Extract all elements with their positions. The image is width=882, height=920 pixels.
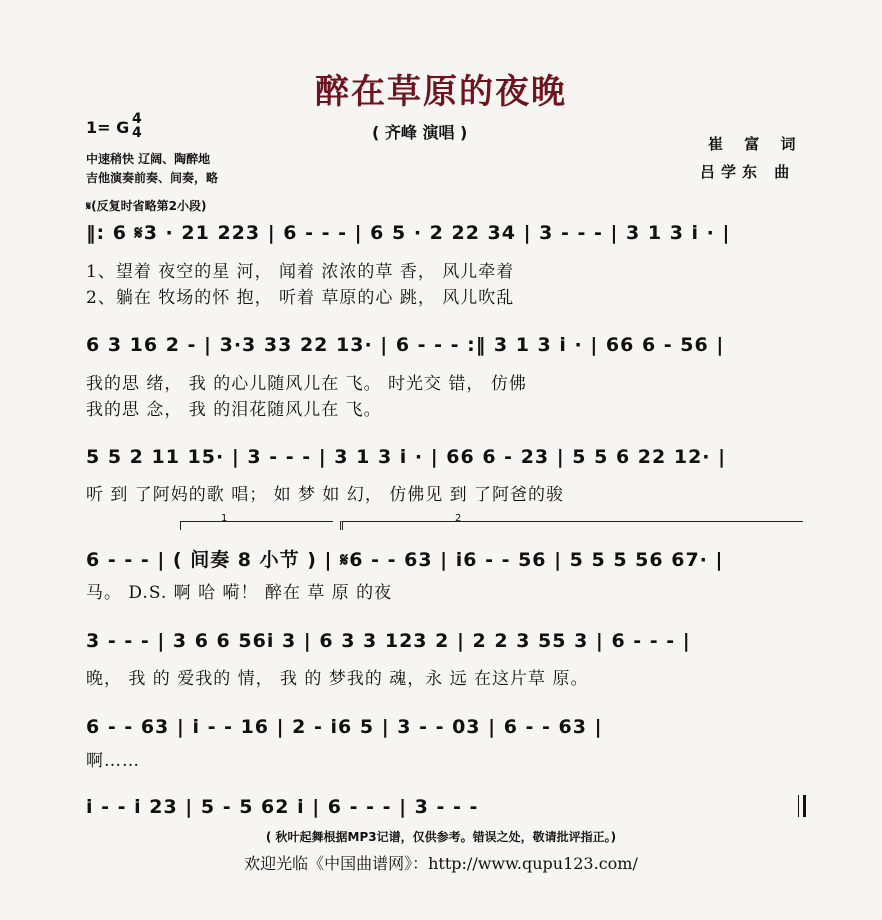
volta-bracket-2	[340, 513, 803, 530]
notation-line-1: ‖: 6 𝄋3 · 21 223 | 6 - - - | 6 5 · 2 22 34 | 3 - - - | 3 1 3 i · |	[86, 222, 731, 244]
notation-line-3: 5 5 2 11 15· | 3 - - - | 3 1 3 i · | 66 6 - 23 | 5 5 6 22 12· |	[86, 446, 727, 468]
lyric-line-4: 马。 D.S. 啊 哈 嗬！ 醉在 草 原 的夜	[86, 583, 393, 603]
lyric-line-2b: 我的思 念， 我 的泪花随风儿在 飞。	[86, 400, 382, 420]
repeat-note: 𝄋(反复时省略第2小段)	[86, 199, 207, 213]
key-signature: 1= G	[86, 118, 130, 137]
page-title: 醉在草原的夜晚	[315, 72, 567, 112]
lyric-line-1b: 2、躺在 牧场的怀 抱， 听着 草原的心 跳， 风儿吹乱	[86, 288, 515, 308]
lyric-line-1a: 1、望着 夜空的星 河， 闻着 浓浓的草 香， 风儿牵着	[86, 262, 515, 282]
notation-line-2: 6 3 16 2 - | 3·3 33 22 13· | 6 - - - :‖ 3 1 3 i · | 66 6 - 56 |	[86, 334, 725, 356]
tempo-marking: 中速稍快 辽阔、陶醉地	[86, 152, 211, 166]
lyric-line-5: 晚， 我 的 爱我的 情， 我 的 梦我的 魂，永 远 在这片草 原。	[86, 669, 589, 689]
volta-label-2: 2	[455, 513, 462, 524]
final-barline-thick	[803, 795, 806, 817]
lyric-line-2a: 我的思 绪， 我 的心儿随风儿在 飞。 时光交 错， 仿佛	[86, 374, 527, 394]
volta-bracket-1	[180, 513, 333, 530]
notation-line-5: 3 - - - | 3 6 6 56i 3 | 6 3 3 123 2 | 2 2 3 55 3 | 6 - - - |	[86, 630, 691, 652]
final-barline-thin	[798, 795, 799, 817]
composer: 吕学东 曲	[700, 163, 796, 181]
footnote: ( 秋叶起舞根据MP3记谱，仅供参考。错误之处，敬请批评指正。)	[265, 830, 617, 844]
lyric-line-3: 听 到 了阿妈的歌 唱； 如 梦 如 幻， 仿佛见 到 了阿爸的骏	[86, 485, 565, 505]
guitar-note: 吉他演奏前奏、间奏，略	[86, 171, 219, 185]
volta-label-1: 1	[221, 513, 228, 524]
notation-line-7: i - - i 23 | 5 - 5 62 i | 6 - - - | 3 - - -	[86, 796, 479, 818]
time-sig-bottom: 4	[132, 125, 142, 141]
lyric-line-6: 啊……	[86, 751, 140, 771]
site-credit-link[interactable]: 欢迎光临《中国曲谱网》：http://www.qupu123.com/	[244, 854, 638, 873]
time-sig-top: 4	[132, 111, 142, 127]
notation-line-4: 6 - - - | ( 间奏 8 小节 ) | 𝄋6 - - 63 | i6 - - 56 | 5 5 5 56 67· |	[86, 549, 724, 571]
lyricist: 崔 富 词	[708, 135, 804, 153]
notation-line-6: 6 - - 63 | i - - 16 | 2 - i6 5 | 3 - - 03 | 6 - - 63 |	[86, 716, 603, 738]
time-signature	[132, 112, 142, 140]
performer: ( 齐峰 演唱 )	[372, 123, 468, 142]
